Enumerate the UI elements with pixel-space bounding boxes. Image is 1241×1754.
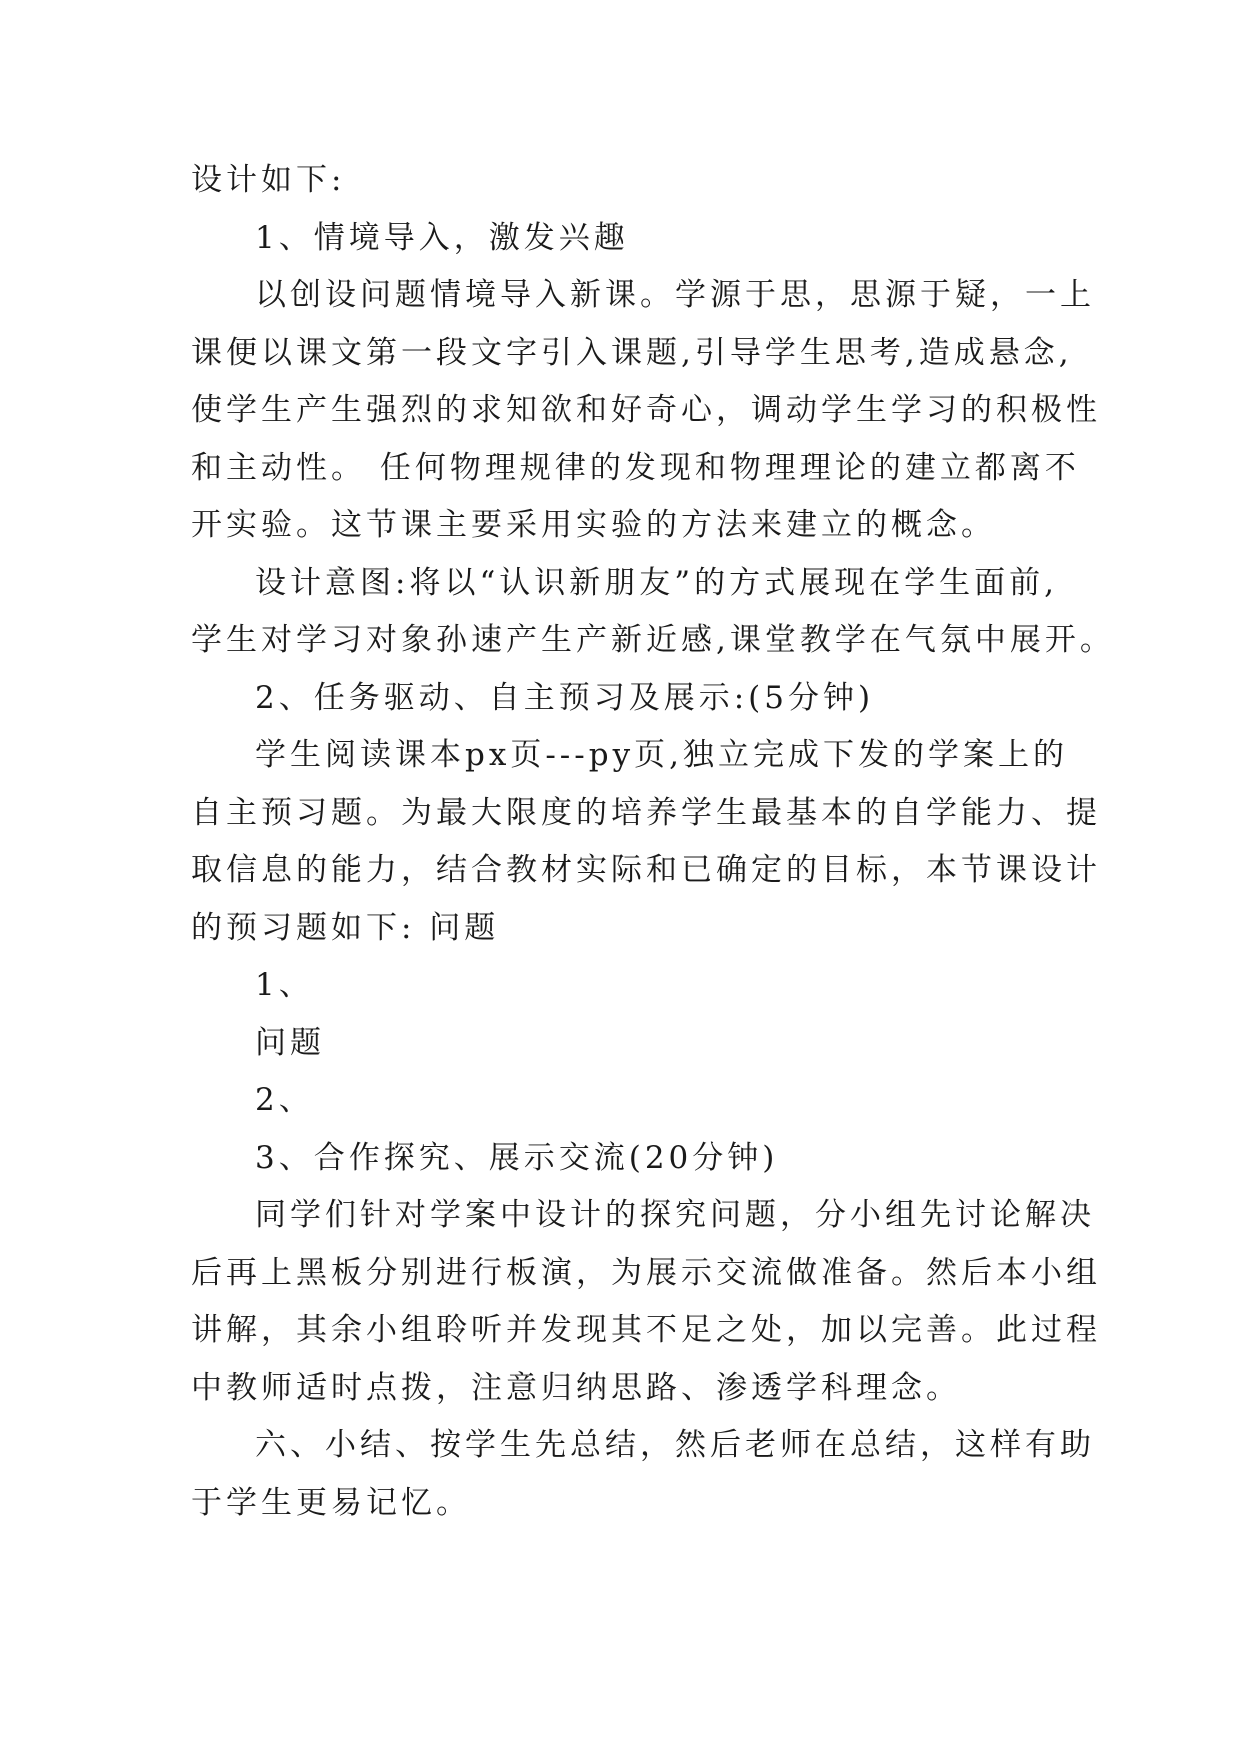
text-line-9: 学生对学习对象孙速产生产新近感,课堂教学在气氛中展开。 [191,622,1115,658]
text-line-8: 设计意图:将以“认识新朋友”的方式展现在学生面前, [255,564,1058,601]
text-line-15: 1、 [255,967,314,1003]
text-line-11: 学生阅读课本px页---py页,独立完成下发的学案上的 [255,737,1068,773]
text-line-20: 后再上黑板分别进行板演，为展示交流做准备。然后本小组 [191,1254,1101,1291]
text-line-3: 以创设问题情境导入新课。学源于思，思源于疑，一上 [255,277,1095,313]
text-line-17: 2、 [255,1082,314,1118]
text-line-16: 问题 [255,1024,325,1061]
text-line-24: 于学生更易记忆。 [191,1484,471,1521]
text-line-1: 设计如下: [191,162,346,198]
text-line-5: 使学生产生强烈的求知欲和好奇心，调动学生学习的积极性 [191,392,1101,428]
section-heading-1: 1、情境导入，激发兴趣 [255,219,629,256]
text-line-7: 开实验。这节课主要采用实验的方法来建立的概念。 [191,507,996,543]
section-heading-6: 六、小结、按学生先总结，然后老师在总结，这样有助 [255,1427,1095,1463]
text-line-21: 讲解，其余小组聆听并发现其不足之处，加以完善。此过程 [191,1312,1101,1348]
text-line-12: 自主预习题。为最大限度的培养学生最基本的自学能力、提 [191,794,1101,831]
text-line-22: 中教师适时点拨，注意归纳思路、渗透学科理念。 [191,1369,961,1406]
text-line-13: 取信息的能力，结合教材实际和已确定的目标，本节课设计 [191,852,1101,888]
section-heading-2: 2、任务驱动、自主预习及展示:(5分钟) [255,679,875,716]
text-line-19: 同学们针对学案中设计的探究问题，分小组先讨论解决 [255,1197,1095,1233]
text-line-4: 课便以课文第一段文字引入课题,引导学生思考,造成悬念, [191,334,1073,371]
section-heading-3: 3、合作探究、展示交流(20分钟) [255,1139,779,1176]
text-line-6: 和主动性。 任何物理规律的发现和物理理论的建立都离不 [191,449,1080,486]
document-page [191,152,1115,1532]
text-line-14: 的预习题如下: 问题 [191,909,500,946]
